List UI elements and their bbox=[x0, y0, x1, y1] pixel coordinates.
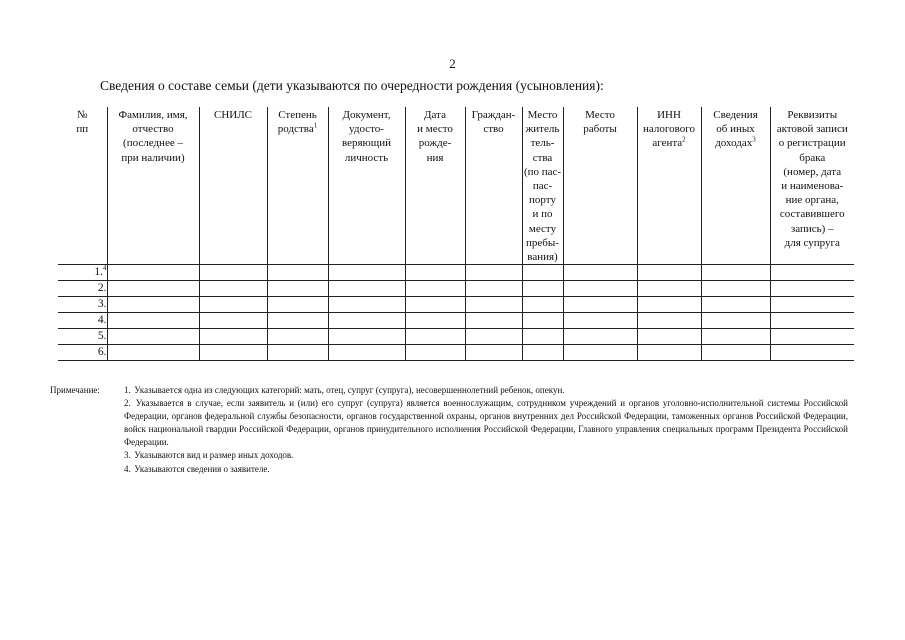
header-line: ИНН bbox=[657, 109, 681, 121]
table-cell bbox=[465, 329, 522, 345]
table-cell bbox=[107, 313, 199, 329]
column-header-residence bbox=[522, 107, 563, 265]
table-body bbox=[58, 265, 854, 361]
footnote-text: Указывается одна из следующих категорий: мать, отец, супруг (супруга), несовершеннолетний ребенок, опекун. bbox=[134, 385, 565, 395]
table-cell bbox=[770, 265, 854, 281]
header-line: удосто- bbox=[349, 123, 384, 136]
header-line: налогового bbox=[643, 123, 695, 136]
footnote-item bbox=[50, 463, 848, 476]
table-cell bbox=[770, 329, 854, 345]
column-header-full-name bbox=[107, 107, 199, 265]
table-cell bbox=[465, 265, 522, 281]
table-cell bbox=[465, 313, 522, 329]
column-header-snils bbox=[199, 107, 267, 265]
table-cell bbox=[563, 345, 637, 361]
row-number bbox=[58, 265, 107, 281]
table-header-row bbox=[58, 107, 854, 265]
table-cell bbox=[199, 313, 267, 329]
footnote-text: Указываются сведения о заявителе. bbox=[134, 463, 270, 474]
column-header-workplace bbox=[563, 107, 637, 265]
header-line: ния bbox=[426, 151, 444, 164]
table-cell bbox=[563, 297, 637, 313]
header-line: (последнее – bbox=[123, 137, 183, 150]
header-line: пп bbox=[76, 123, 89, 136]
column-header-relationship bbox=[267, 107, 328, 265]
header-line: тель- bbox=[530, 137, 555, 150]
row-number-text: 4. bbox=[97, 314, 107, 327]
header-line bbox=[639, 136, 700, 150]
table-cell bbox=[770, 345, 854, 361]
header-line: вания) bbox=[527, 251, 558, 264]
header-line: житель bbox=[525, 123, 560, 136]
table-cell bbox=[465, 297, 522, 313]
header-line: Фамилия, имя, bbox=[118, 109, 188, 121]
column-header-other-income bbox=[701, 107, 770, 265]
header-line: ство bbox=[483, 123, 504, 136]
section-heading: Сведения о составе семьи (дети указываются по очередности рождения (усыновления): bbox=[100, 78, 604, 93]
footnote-body bbox=[124, 463, 848, 476]
header-line: Место bbox=[585, 109, 615, 121]
header-line: для супруга bbox=[784, 236, 840, 249]
header-line: запись) – bbox=[790, 222, 834, 235]
table-cell bbox=[701, 297, 770, 313]
table-cell bbox=[637, 281, 701, 297]
header-line: пребы- bbox=[526, 236, 559, 249]
header-line: и место bbox=[417, 123, 453, 136]
table-cell bbox=[770, 313, 854, 329]
table-row bbox=[58, 297, 854, 313]
table-cell bbox=[563, 313, 637, 329]
header-line: об иных bbox=[716, 123, 755, 136]
table-cell bbox=[107, 265, 199, 281]
footnote-item bbox=[50, 449, 848, 462]
table-cell bbox=[637, 345, 701, 361]
header-line: Сведения bbox=[713, 109, 758, 121]
table-cell bbox=[465, 345, 522, 361]
footnote-number: 3. bbox=[124, 450, 131, 461]
table-cell bbox=[637, 329, 701, 345]
table-cell bbox=[328, 281, 405, 297]
notes-indent bbox=[50, 397, 124, 449]
header-line: Реквизиты bbox=[787, 109, 838, 121]
header-line: Степень bbox=[278, 109, 317, 121]
table-cell bbox=[701, 281, 770, 297]
row-number bbox=[58, 297, 107, 313]
footnote-body bbox=[124, 449, 848, 462]
row-number bbox=[58, 345, 107, 361]
table-cell bbox=[267, 265, 328, 281]
table-row bbox=[58, 281, 854, 297]
table-cell bbox=[405, 265, 465, 281]
footnote-ref: 1 bbox=[313, 121, 318, 130]
footnote-item bbox=[50, 397, 848, 449]
table-row bbox=[58, 345, 854, 361]
table-cell bbox=[199, 265, 267, 281]
header-line: брака bbox=[799, 151, 826, 164]
row-number-text: 5. bbox=[97, 330, 107, 343]
table-cell bbox=[405, 329, 465, 345]
table-cell bbox=[637, 297, 701, 313]
table-cell bbox=[267, 297, 328, 313]
table-cell bbox=[107, 345, 199, 361]
table-cell bbox=[199, 297, 267, 313]
header-line: Граждан- bbox=[471, 109, 516, 121]
header-line: при наличии) bbox=[121, 151, 185, 164]
footnote-text: Указывается в случае, если заявитель и (или) его супруг (супруга) является военнослужащим, сотрудником учреждений и органов уголовно-исполнительной системы Российской Федерации, органов федеральной службы безопасности, органов государственной охраны, органов внутренних дел Российской Федерации, таможенных органов Российской Федерации, войск национальной гвардии Российской Федерации, органов принудительного исполнения Российской Федерации, Главного управления специальных программ Президента Российской Федерации. bbox=[124, 398, 848, 448]
header-line bbox=[703, 136, 769, 150]
table-cell bbox=[328, 265, 405, 281]
header-line: месту bbox=[528, 222, 557, 235]
notes-indent bbox=[50, 463, 124, 476]
footnote-ref: 2 bbox=[682, 135, 686, 144]
footnote-number: 2. bbox=[124, 398, 131, 409]
table-cell bbox=[522, 345, 563, 361]
header-line: СНИЛС bbox=[213, 109, 253, 121]
header-line: и наименова- bbox=[781, 180, 844, 193]
table-cell bbox=[328, 329, 405, 345]
footnotes bbox=[50, 384, 848, 476]
table-cell bbox=[637, 265, 701, 281]
table-cell bbox=[522, 297, 563, 313]
header-line: Документ, bbox=[342, 109, 391, 121]
header-line: Дата bbox=[424, 109, 446, 121]
header-line: ние органа, bbox=[785, 194, 839, 207]
header-line: пас- bbox=[532, 180, 553, 193]
notes-indent bbox=[50, 449, 124, 462]
header-line: (по пас- bbox=[523, 165, 562, 178]
row-number bbox=[58, 313, 107, 329]
table-cell bbox=[405, 281, 465, 297]
table-cell bbox=[405, 313, 465, 329]
footnote-number: 4. bbox=[124, 463, 131, 474]
footnote-number: 1. bbox=[124, 385, 131, 395]
footnote-item bbox=[50, 384, 848, 397]
table-cell bbox=[563, 329, 637, 345]
table-cell bbox=[522, 281, 563, 297]
table-cell bbox=[563, 265, 637, 281]
table-cell bbox=[701, 265, 770, 281]
table-row bbox=[58, 329, 854, 345]
footnote-body bbox=[124, 384, 848, 397]
table-row bbox=[58, 265, 854, 281]
header-line: ства bbox=[532, 151, 553, 164]
header-line: (номер, дата bbox=[783, 165, 842, 178]
header-line: веряющий bbox=[341, 137, 392, 150]
column-header-marriage-record bbox=[770, 107, 854, 265]
table-cell bbox=[405, 345, 465, 361]
table-cell bbox=[465, 281, 522, 297]
footnote-ref: 3 bbox=[752, 135, 756, 144]
table-cell bbox=[328, 297, 405, 313]
row-number-text: 6. bbox=[97, 346, 107, 359]
header-line-text: доходах bbox=[715, 137, 753, 150]
table-cell bbox=[637, 313, 701, 329]
family-composition-table bbox=[58, 107, 854, 361]
table-cell bbox=[267, 281, 328, 297]
header-line: порту bbox=[529, 194, 556, 207]
row-number-text: 3. bbox=[97, 298, 107, 311]
header-line: о регистрации bbox=[778, 137, 846, 150]
header-line: личность bbox=[344, 151, 389, 164]
table-cell bbox=[701, 329, 770, 345]
header-line: рожде- bbox=[418, 137, 452, 150]
header-line-text: агента bbox=[652, 137, 683, 150]
table-cell bbox=[522, 313, 563, 329]
table-cell bbox=[267, 329, 328, 345]
table-cell bbox=[199, 329, 267, 345]
table-row bbox=[58, 313, 854, 329]
table-cell bbox=[107, 297, 199, 313]
header-line: составившего bbox=[779, 208, 845, 221]
column-header-citizenship bbox=[465, 107, 522, 265]
table-cell bbox=[770, 297, 854, 313]
table-cell bbox=[267, 345, 328, 361]
row-number bbox=[58, 281, 107, 297]
header-line: № bbox=[77, 109, 88, 121]
column-header-tax-agent-inn bbox=[637, 107, 701, 265]
footnote-text: Указываются вид и размер иных доходов. bbox=[134, 450, 294, 461]
footnote-ref: 4 bbox=[103, 264, 107, 273]
header-line bbox=[269, 122, 327, 136]
header-line: работы bbox=[583, 123, 617, 136]
table-cell bbox=[522, 329, 563, 345]
footnote-body bbox=[124, 397, 848, 449]
row-number bbox=[58, 329, 107, 345]
column-header-number bbox=[58, 107, 107, 265]
table-cell bbox=[770, 281, 854, 297]
row-number-text: 2. bbox=[97, 282, 107, 295]
table-cell bbox=[701, 345, 770, 361]
header-line: отчество bbox=[132, 123, 174, 136]
row-number-text: 1. bbox=[94, 266, 103, 279]
table-cell bbox=[522, 265, 563, 281]
table-cell bbox=[107, 329, 199, 345]
table-cell bbox=[199, 345, 267, 361]
table-cell bbox=[328, 313, 405, 329]
table-cell bbox=[107, 281, 199, 297]
header-line: и по bbox=[532, 208, 553, 221]
table-cell bbox=[267, 313, 328, 329]
table-cell bbox=[199, 281, 267, 297]
header-line-text: родства bbox=[277, 123, 314, 136]
column-header-birth-date-place bbox=[405, 107, 465, 265]
header-line: актовой записи bbox=[776, 123, 848, 136]
table-cell bbox=[563, 281, 637, 297]
table-cell bbox=[701, 313, 770, 329]
column-header-id-document bbox=[328, 107, 405, 265]
table-cell bbox=[328, 345, 405, 361]
table-cell bbox=[405, 297, 465, 313]
header-line: Место bbox=[527, 109, 558, 121]
notes-label: Примечание: bbox=[50, 385, 100, 395]
page-number: 2 bbox=[449, 56, 456, 71]
